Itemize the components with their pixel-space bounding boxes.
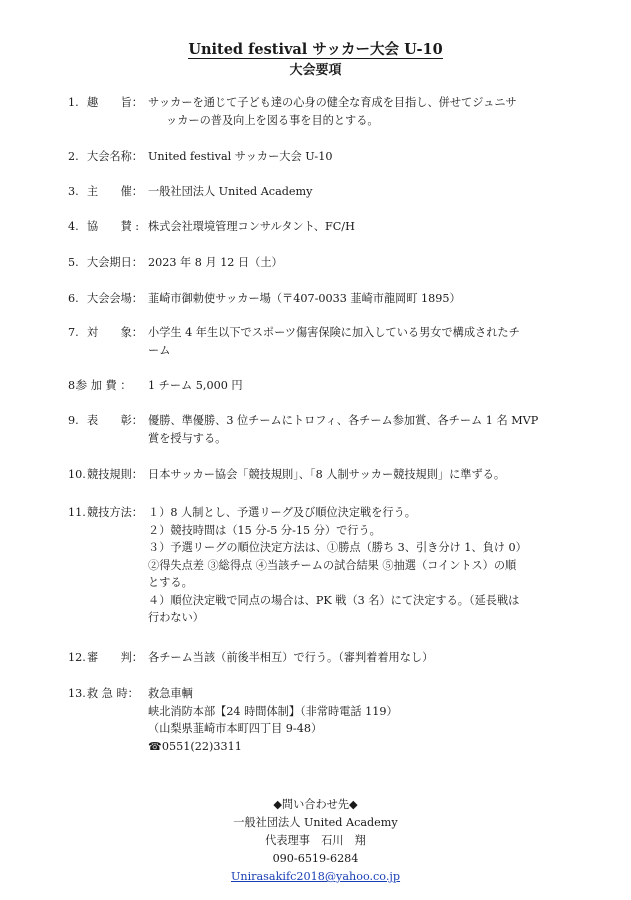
item-text-line: 一般社団法人 United Academy: [148, 185, 313, 198]
item-text: [148, 254, 283, 272]
item-text-line: 1 チーム 5,000 円: [148, 379, 243, 392]
item-text-line: ２）競技時間は（15 分-5 分-15 分）で行う。: [148, 523, 381, 537]
contact-organization: 一般社団法人 United Academy: [233, 816, 398, 829]
item-number: 6.: [68, 292, 79, 305]
item-text: [148, 148, 332, 166]
item-number: 11.: [68, 506, 86, 519]
item-text-line: 日本サッカー協会「競技規則」、「8 人制サッカー競技規則」に準ずる。: [148, 468, 506, 481]
item-text-line: （山梨県韮崎市本町四丁目 9-48）: [148, 722, 323, 735]
item-text-line: とする。: [148, 576, 193, 589]
item-text-line: 株式会社環境管理コンサルタント、FC/H: [148, 220, 355, 233]
item-text: [148, 183, 312, 201]
item-number: 1.: [68, 96, 79, 109]
contact-email-link[interactable]: Unirasakifc2018@yahoo.co.jp: [230, 870, 401, 883]
item-text-line: ３）予選リーグの順位決定方法は、①勝点（勝ち 3、引き分け 1、負け 0）: [148, 541, 527, 554]
item-text-line: 優勝、準優勝、3 位チームにトロフィ、各チーム参加賞、各チーム 1 名 MVP: [148, 414, 539, 427]
item-number: 7.: [68, 326, 79, 339]
contact-email-wrap: [0, 867, 631, 886]
item-label: 大会期日：: [87, 256, 143, 269]
item-label: 主 催：: [87, 185, 143, 198]
item-text-line: 賞を授与する。: [148, 431, 227, 445]
item-label: 救 急 時：: [87, 687, 139, 700]
item-number: 3.: [68, 185, 79, 198]
item-text: [148, 290, 461, 308]
item-text: [148, 649, 433, 667]
item-label: 大会会場：: [87, 292, 143, 305]
item-number: 2.: [68, 150, 79, 163]
item-text-line: 救急車輌: [148, 687, 193, 700]
item-text-line: United festival サッカー大会 U-10: [148, 150, 333, 163]
item-text-line: 峡北消防本部【24 時間体制】（非常時電話 119）: [148, 704, 398, 718]
item-label: 趣 旨：: [87, 96, 143, 109]
item-label: 大会名称：: [87, 150, 143, 163]
item-text-line: 韮崎市御勅使サッカー場（〒407-0033 韮崎市龍岡町 1895）: [148, 292, 461, 305]
contact-phone: 090-6519-6284: [272, 852, 359, 865]
item-text: [148, 377, 243, 395]
document-subtitle: 大会要項: [289, 63, 342, 78]
item-number: 12.: [68, 651, 86, 664]
item-text-line: サッカーを通じて子ども達の心身の健全な育成を目指し、併せてジュニサ: [148, 96, 517, 109]
item-number: 10.: [68, 468, 86, 481]
item-number: 5.: [68, 256, 79, 269]
item-text-line: 各チーム当該（前後半相互）で行う。（審判着着用なし）: [148, 651, 434, 664]
item-number: 4.: [68, 220, 79, 233]
item-text-line: ②得失点差 ③総得点 ④当該チームの試合結果 ⑤抽選（コイントス）の順: [148, 558, 517, 572]
item-text: [148, 504, 527, 627]
item-number: 13.: [68, 687, 86, 700]
item-label: 表 彰：: [87, 414, 143, 427]
item-text-line: ッカーの普及向上を図る事を目的とする。: [166, 113, 379, 127]
item-label: 審 判：: [87, 651, 143, 664]
item-text: [148, 466, 505, 484]
item-text: [148, 94, 517, 129]
item-text-line: ーム: [148, 343, 171, 357]
item-text: [148, 324, 520, 359]
item-label: 対 象：: [87, 326, 143, 339]
item-text: [148, 685, 398, 755]
item-text-line: 小学生 4 年生以下でスポーツ傷害保険に加入している男女で構成されたチ: [148, 326, 520, 339]
item-text-line: ４）順位決定戦で同点の場合は、PK 戦（3 名）にて決定する。（延長戦は: [148, 593, 520, 607]
item-label: 競技方法：: [87, 506, 143, 519]
item-label: 参 加 費 ：: [76, 379, 132, 392]
contact-person: 代表理事 石川 翔: [265, 834, 366, 847]
item-label: 競技規則：: [87, 468, 143, 481]
item-label: 協 賛 :: [87, 220, 140, 233]
item-number: 8.: [68, 379, 79, 392]
document-title: United festival サッカー大会 U-10: [188, 41, 443, 58]
item-text: [148, 218, 355, 236]
item-text-line: ☎0551(22)3311: [148, 739, 242, 753]
item-number: 9.: [68, 414, 79, 427]
contact-heading: ◆問い合わせ先◆: [273, 798, 358, 811]
item-text-line: 2023 年 8 月 12 日（土）: [148, 256, 283, 269]
item-text-line: 行わない）: [148, 611, 204, 624]
item-text: [148, 412, 538, 447]
item-text-line: １）8 人制とし、予選リーグ及び順位決定戦を行う。: [148, 506, 416, 519]
